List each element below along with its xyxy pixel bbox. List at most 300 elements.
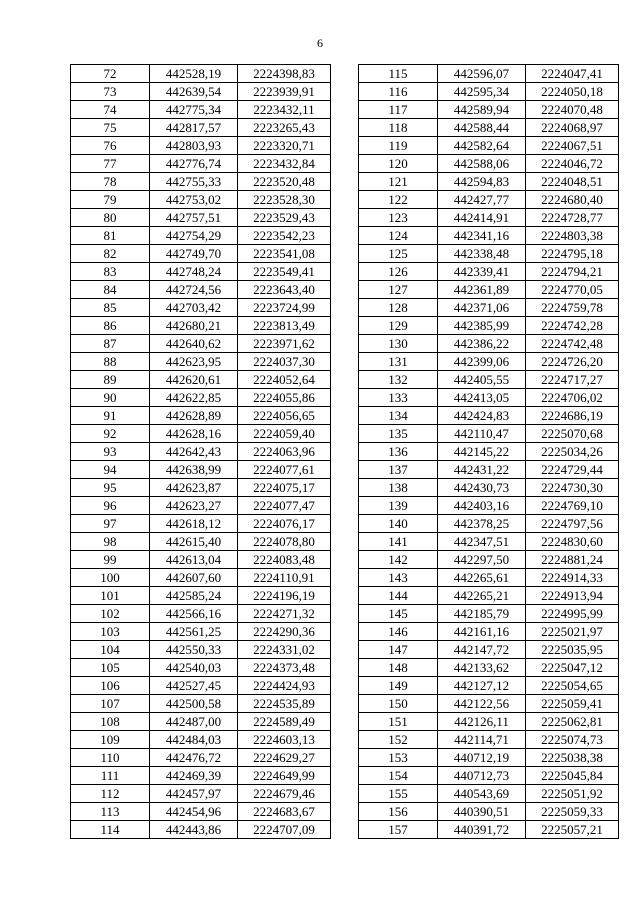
x-coordinate-cell: 442339,41	[438, 263, 526, 281]
table-row	[71, 533, 331, 551]
x-coordinate-cell: 442133,62	[438, 659, 526, 677]
table-row	[359, 191, 619, 209]
point-number-cell: 109	[71, 731, 150, 749]
table-row	[359, 119, 619, 137]
table-row	[71, 245, 331, 263]
table-row	[71, 767, 331, 785]
y-coordinate-cell: 2225057,21	[526, 821, 619, 839]
x-coordinate-cell: 442775,34	[150, 101, 238, 119]
y-coordinate-cell: 2224803,38	[526, 227, 619, 245]
coordinates-table-body	[71, 65, 331, 839]
table-row	[71, 425, 331, 443]
y-coordinate-cell: 2223529,43	[238, 209, 331, 227]
y-coordinate-cell: 2224717,27	[526, 371, 619, 389]
point-number-cell: 95	[71, 479, 150, 497]
y-coordinate-cell: 2224055,86	[238, 389, 331, 407]
x-coordinate-cell: 442803,93	[150, 137, 238, 155]
point-number-cell: 110	[71, 749, 150, 767]
y-coordinate-cell: 2224759,78	[526, 299, 619, 317]
y-coordinate-cell: 2224629,27	[238, 749, 331, 767]
y-coordinate-cell: 2224913,94	[526, 587, 619, 605]
point-number-cell: 101	[71, 587, 150, 605]
table-row	[359, 695, 619, 713]
point-number-cell: 148	[359, 659, 438, 677]
point-number-cell: 138	[359, 479, 438, 497]
table-row	[359, 749, 619, 767]
y-coordinate-cell: 2224589,49	[238, 713, 331, 731]
y-coordinate-cell: 2224730,30	[526, 479, 619, 497]
point-number-cell: 121	[359, 173, 438, 191]
table-row	[359, 533, 619, 551]
x-coordinate-cell: 442405,55	[438, 371, 526, 389]
y-coordinate-cell: 2224068,97	[526, 119, 619, 137]
y-coordinate-cell: 2224830,60	[526, 533, 619, 551]
table-row	[359, 65, 619, 83]
x-coordinate-cell: 440390,51	[438, 803, 526, 821]
point-number-cell: 80	[71, 209, 150, 227]
x-coordinate-cell: 442457,97	[150, 785, 238, 803]
point-number-cell: 91	[71, 407, 150, 425]
y-coordinate-cell: 2224914,33	[526, 569, 619, 587]
point-number-cell: 112	[71, 785, 150, 803]
table-row	[71, 587, 331, 605]
point-number-cell: 142	[359, 551, 438, 569]
table-row	[71, 497, 331, 515]
point-number-cell: 150	[359, 695, 438, 713]
x-coordinate-cell: 442265,61	[438, 569, 526, 587]
y-coordinate-cell: 2224050,18	[526, 83, 619, 101]
point-number-cell: 115	[359, 65, 438, 83]
y-coordinate-cell: 2224424,93	[238, 677, 331, 695]
x-coordinate-cell: 442122,56	[438, 695, 526, 713]
table-row	[71, 155, 331, 173]
table-row	[71, 227, 331, 245]
y-coordinate-cell: 2224110,91	[238, 569, 331, 587]
x-coordinate-cell: 442126,11	[438, 713, 526, 731]
point-number-cell: 143	[359, 569, 438, 587]
y-coordinate-cell: 2224063,96	[238, 443, 331, 461]
y-coordinate-cell: 2224797,56	[526, 515, 619, 533]
point-number-cell: 116	[359, 83, 438, 101]
y-coordinate-cell: 2224770,05	[526, 281, 619, 299]
point-number-cell: 120	[359, 155, 438, 173]
table-row	[359, 353, 619, 371]
point-number-cell: 157	[359, 821, 438, 839]
table-row	[71, 281, 331, 299]
point-number-cell: 129	[359, 317, 438, 335]
table-row	[71, 389, 331, 407]
y-coordinate-cell: 2223541,08	[238, 245, 331, 263]
y-coordinate-cell: 2224271,32	[238, 605, 331, 623]
table-row	[71, 569, 331, 587]
y-coordinate-cell: 2224742,48	[526, 335, 619, 353]
point-number-cell: 107	[71, 695, 150, 713]
page-number: 6	[317, 36, 323, 50]
table-row	[359, 623, 619, 641]
point-number-cell: 77	[71, 155, 150, 173]
x-coordinate-cell: 442145,22	[438, 443, 526, 461]
x-coordinate-cell: 442618,12	[150, 515, 238, 533]
y-coordinate-cell: 2223542,23	[238, 227, 331, 245]
x-coordinate-cell: 442595,34	[438, 83, 526, 101]
table-row	[359, 713, 619, 731]
table-row	[359, 461, 619, 479]
point-number-cell: 108	[71, 713, 150, 731]
table-row	[71, 785, 331, 803]
table-row	[359, 659, 619, 677]
point-number-cell: 124	[359, 227, 438, 245]
x-coordinate-cell: 442443,86	[150, 821, 238, 839]
x-coordinate-cell: 442596,07	[438, 65, 526, 83]
x-coordinate-cell: 442476,72	[150, 749, 238, 767]
x-coordinate-cell: 442588,06	[438, 155, 526, 173]
table-row	[359, 83, 619, 101]
y-coordinate-cell: 2224679,46	[238, 785, 331, 803]
y-coordinate-cell: 2224683,67	[238, 803, 331, 821]
x-coordinate-cell: 442638,99	[150, 461, 238, 479]
table-row	[359, 299, 619, 317]
y-coordinate-cell: 2224048,51	[526, 173, 619, 191]
point-number-cell: 114	[71, 821, 150, 839]
y-coordinate-cell: 2224995,99	[526, 605, 619, 623]
point-number-cell: 104	[71, 641, 150, 659]
point-number-cell: 103	[71, 623, 150, 641]
point-number-cell: 74	[71, 101, 150, 119]
x-coordinate-cell: 442582,64	[438, 137, 526, 155]
y-coordinate-cell: 2224059,40	[238, 425, 331, 443]
table-row	[359, 641, 619, 659]
y-coordinate-cell: 2224686,19	[526, 407, 619, 425]
point-number-cell: 93	[71, 443, 150, 461]
point-number-cell: 134	[359, 407, 438, 425]
x-coordinate-cell: 442754,29	[150, 227, 238, 245]
x-coordinate-cell: 442378,25	[438, 515, 526, 533]
table-row	[359, 227, 619, 245]
y-coordinate-cell: 2223432,84	[238, 155, 331, 173]
table-row	[71, 317, 331, 335]
table-row	[71, 677, 331, 695]
point-number-cell: 72	[71, 65, 150, 83]
x-coordinate-cell: 442185,79	[438, 605, 526, 623]
point-number-cell: 84	[71, 281, 150, 299]
x-coordinate-cell: 442588,44	[438, 119, 526, 137]
y-coordinate-cell: 2224795,18	[526, 245, 619, 263]
x-coordinate-cell: 440712,73	[438, 767, 526, 785]
table-row	[71, 83, 331, 101]
x-coordinate-cell: 442620,61	[150, 371, 238, 389]
point-number-cell: 88	[71, 353, 150, 371]
table-row	[359, 551, 619, 569]
y-coordinate-cell: 2223813,49	[238, 317, 331, 335]
table-row	[359, 443, 619, 461]
x-coordinate-cell: 440712,19	[438, 749, 526, 767]
y-coordinate-cell: 2225074,73	[526, 731, 619, 749]
point-number-cell: 147	[359, 641, 438, 659]
table-row	[359, 209, 619, 227]
table-row	[359, 425, 619, 443]
x-coordinate-cell: 440391,72	[438, 821, 526, 839]
y-coordinate-cell: 2224742,28	[526, 317, 619, 335]
x-coordinate-cell: 442623,87	[150, 479, 238, 497]
point-number-cell: 100	[71, 569, 150, 587]
y-coordinate-cell: 2225054,65	[526, 677, 619, 695]
table-row	[359, 803, 619, 821]
y-coordinate-cell: 2223549,41	[238, 263, 331, 281]
point-number-cell: 146	[359, 623, 438, 641]
y-coordinate-cell: 2224794,21	[526, 263, 619, 281]
table-row	[71, 731, 331, 749]
table-row	[71, 407, 331, 425]
x-coordinate-cell: 442623,95	[150, 353, 238, 371]
y-coordinate-cell: 2225051,92	[526, 785, 619, 803]
x-coordinate-cell: 442680,21	[150, 317, 238, 335]
y-coordinate-cell: 2224331,02	[238, 641, 331, 659]
point-number-cell: 139	[359, 497, 438, 515]
point-number-cell: 87	[71, 335, 150, 353]
point-number-cell: 144	[359, 587, 438, 605]
y-coordinate-cell: 2223528,30	[238, 191, 331, 209]
point-number-cell: 156	[359, 803, 438, 821]
y-coordinate-cell: 2223724,99	[238, 299, 331, 317]
x-coordinate-cell: 442561,25	[150, 623, 238, 641]
y-coordinate-cell: 2223939,91	[238, 83, 331, 101]
table-row	[359, 569, 619, 587]
y-coordinate-cell: 2224769,10	[526, 497, 619, 515]
y-coordinate-cell: 2224707,09	[238, 821, 331, 839]
x-coordinate-cell: 442622,85	[150, 389, 238, 407]
x-coordinate-cell: 442297,50	[438, 551, 526, 569]
table-row	[359, 407, 619, 425]
x-coordinate-cell: 440543,69	[438, 785, 526, 803]
y-coordinate-cell: 2224290,36	[238, 623, 331, 641]
y-coordinate-cell: 2223265,43	[238, 119, 331, 137]
table-row	[71, 353, 331, 371]
y-coordinate-cell: 2224056,65	[238, 407, 331, 425]
y-coordinate-cell: 2224046,72	[526, 155, 619, 173]
table-row	[71, 119, 331, 137]
x-coordinate-cell: 442628,16	[150, 425, 238, 443]
point-number-cell: 145	[359, 605, 438, 623]
point-number-cell: 140	[359, 515, 438, 533]
x-coordinate-cell: 442527,45	[150, 677, 238, 695]
point-number-cell: 135	[359, 425, 438, 443]
point-number-cell: 106	[71, 677, 150, 695]
y-coordinate-cell: 2224077,61	[238, 461, 331, 479]
point-number-cell: 152	[359, 731, 438, 749]
y-coordinate-cell: 2224649,99	[238, 767, 331, 785]
x-coordinate-cell: 442347,51	[438, 533, 526, 551]
x-coordinate-cell: 442776,74	[150, 155, 238, 173]
point-number-cell: 83	[71, 263, 150, 281]
y-coordinate-cell: 2223520,48	[238, 173, 331, 191]
point-number-cell: 130	[359, 335, 438, 353]
table-row	[71, 101, 331, 119]
x-coordinate-cell: 442371,06	[438, 299, 526, 317]
point-number-cell: 136	[359, 443, 438, 461]
point-number-cell: 127	[359, 281, 438, 299]
coordinates-table-left	[70, 64, 331, 839]
x-coordinate-cell: 442566,16	[150, 605, 238, 623]
y-coordinate-cell: 2224706,02	[526, 389, 619, 407]
x-coordinate-cell: 442607,60	[150, 569, 238, 587]
table-row	[71, 335, 331, 353]
x-coordinate-cell: 442753,02	[150, 191, 238, 209]
coordinates-table-right	[358, 64, 619, 839]
point-number-cell: 125	[359, 245, 438, 263]
x-coordinate-cell: 442265,21	[438, 587, 526, 605]
point-number-cell: 99	[71, 551, 150, 569]
y-coordinate-cell: 2223320,71	[238, 137, 331, 155]
table-row	[359, 371, 619, 389]
point-number-cell: 149	[359, 677, 438, 695]
point-number-cell: 126	[359, 263, 438, 281]
y-coordinate-cell: 2224680,40	[526, 191, 619, 209]
table-row	[359, 263, 619, 281]
point-number-cell: 111	[71, 767, 150, 785]
x-coordinate-cell: 442114,71	[438, 731, 526, 749]
point-number-cell: 105	[71, 659, 150, 677]
y-coordinate-cell: 2224083,48	[238, 551, 331, 569]
x-coordinate-cell: 442817,57	[150, 119, 238, 137]
point-number-cell: 151	[359, 713, 438, 731]
x-coordinate-cell: 442724,56	[150, 281, 238, 299]
x-coordinate-cell: 442399,06	[438, 353, 526, 371]
x-coordinate-cell: 442427,77	[438, 191, 526, 209]
y-coordinate-cell: 2224077,47	[238, 497, 331, 515]
table-row	[359, 731, 619, 749]
table-row	[359, 821, 619, 839]
table-row	[359, 155, 619, 173]
y-coordinate-cell: 2224881,24	[526, 551, 619, 569]
x-coordinate-cell: 442585,24	[150, 587, 238, 605]
table-row	[71, 173, 331, 191]
point-number-cell: 118	[359, 119, 438, 137]
table-row	[71, 371, 331, 389]
point-number-cell: 141	[359, 533, 438, 551]
x-coordinate-cell: 442110,47	[438, 425, 526, 443]
table-row	[71, 695, 331, 713]
x-coordinate-cell: 442550,33	[150, 641, 238, 659]
point-number-cell: 154	[359, 767, 438, 785]
y-coordinate-cell: 2224196,19	[238, 587, 331, 605]
y-coordinate-cell: 2224067,51	[526, 137, 619, 155]
x-coordinate-cell: 442748,24	[150, 263, 238, 281]
x-coordinate-cell: 442424,83	[438, 407, 526, 425]
table-row	[71, 65, 331, 83]
x-coordinate-cell: 442430,73	[438, 479, 526, 497]
y-coordinate-cell: 2225035,95	[526, 641, 619, 659]
point-number-cell: 128	[359, 299, 438, 317]
y-coordinate-cell: 2225034,26	[526, 443, 619, 461]
point-number-cell: 137	[359, 461, 438, 479]
y-coordinate-cell: 2224373,48	[238, 659, 331, 677]
point-number-cell: 86	[71, 317, 150, 335]
table-row	[71, 137, 331, 155]
point-number-cell: 78	[71, 173, 150, 191]
table-row	[71, 209, 331, 227]
x-coordinate-cell: 442615,40	[150, 533, 238, 551]
table-row	[71, 515, 331, 533]
x-coordinate-cell: 442628,89	[150, 407, 238, 425]
table-row	[359, 389, 619, 407]
point-number-cell: 96	[71, 497, 150, 515]
table-row	[359, 785, 619, 803]
table-row	[359, 767, 619, 785]
x-coordinate-cell: 442594,83	[438, 173, 526, 191]
x-coordinate-cell: 442640,62	[150, 335, 238, 353]
x-coordinate-cell: 442540,03	[150, 659, 238, 677]
table-row	[359, 317, 619, 335]
x-coordinate-cell: 442757,51	[150, 209, 238, 227]
table-row	[359, 677, 619, 695]
y-coordinate-cell: 2225045,84	[526, 767, 619, 785]
y-coordinate-cell: 2225070,68	[526, 425, 619, 443]
point-number-cell: 82	[71, 245, 150, 263]
x-coordinate-cell: 442623,27	[150, 497, 238, 515]
y-coordinate-cell: 2225059,33	[526, 803, 619, 821]
table-row	[359, 137, 619, 155]
point-number-cell: 94	[71, 461, 150, 479]
y-coordinate-cell: 2224037,30	[238, 353, 331, 371]
y-coordinate-cell: 2224726,20	[526, 353, 619, 371]
y-coordinate-cell: 2224052,64	[238, 371, 331, 389]
y-coordinate-cell: 2224070,48	[526, 101, 619, 119]
y-coordinate-cell: 2224078,80	[238, 533, 331, 551]
table-row	[359, 605, 619, 623]
point-number-cell: 89	[71, 371, 150, 389]
table-row	[359, 587, 619, 605]
y-coordinate-cell: 2223643,40	[238, 281, 331, 299]
point-number-cell: 102	[71, 605, 150, 623]
x-coordinate-cell: 442414,91	[438, 209, 526, 227]
x-coordinate-cell: 442161,16	[438, 623, 526, 641]
y-coordinate-cell: 2223432,11	[238, 101, 331, 119]
table-row	[71, 461, 331, 479]
point-number-cell: 132	[359, 371, 438, 389]
y-coordinate-cell: 2224535,89	[238, 695, 331, 713]
point-number-cell: 76	[71, 137, 150, 155]
y-coordinate-cell: 2224075,17	[238, 479, 331, 497]
point-number-cell: 97	[71, 515, 150, 533]
y-coordinate-cell: 2225062,81	[526, 713, 619, 731]
x-coordinate-cell: 442613,04	[150, 551, 238, 569]
x-coordinate-cell: 442413,05	[438, 389, 526, 407]
x-coordinate-cell: 442500,58	[150, 695, 238, 713]
y-coordinate-cell: 2224729,44	[526, 461, 619, 479]
point-number-cell: 92	[71, 425, 150, 443]
x-coordinate-cell: 442385,99	[438, 317, 526, 335]
table-row	[71, 605, 331, 623]
point-number-cell: 90	[71, 389, 150, 407]
x-coordinate-cell: 442341,16	[438, 227, 526, 245]
table-row	[71, 263, 331, 281]
x-coordinate-cell: 442361,89	[438, 281, 526, 299]
x-coordinate-cell: 442749,70	[150, 245, 238, 263]
table-row	[359, 173, 619, 191]
x-coordinate-cell: 442403,16	[438, 497, 526, 515]
x-coordinate-cell: 442454,96	[150, 803, 238, 821]
y-coordinate-cell: 2225047,12	[526, 659, 619, 677]
point-number-cell: 79	[71, 191, 150, 209]
point-number-cell: 131	[359, 353, 438, 371]
table-row	[71, 659, 331, 677]
x-coordinate-cell: 442755,33	[150, 173, 238, 191]
x-coordinate-cell: 442703,42	[150, 299, 238, 317]
point-number-cell: 155	[359, 785, 438, 803]
table-row	[71, 551, 331, 569]
x-coordinate-cell: 442484,03	[150, 731, 238, 749]
x-coordinate-cell: 442487,00	[150, 713, 238, 731]
